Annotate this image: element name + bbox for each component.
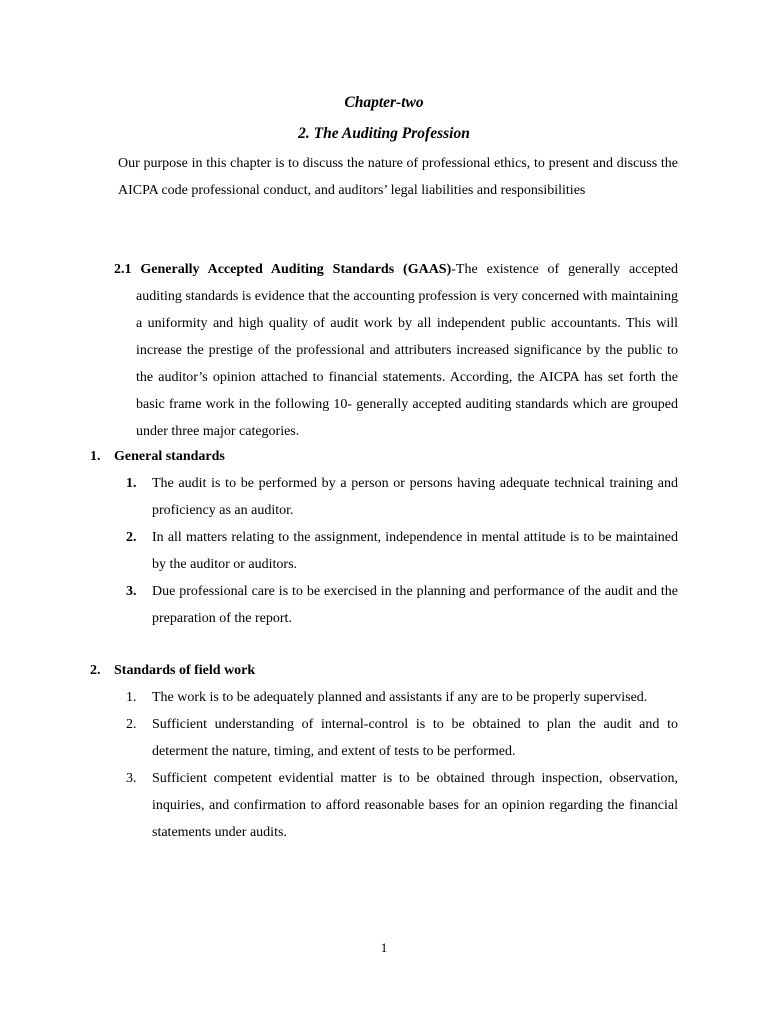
list-item: [126, 711, 678, 765]
list-marker: 2.: [126, 530, 137, 545]
gaas-paragraph: [114, 256, 678, 445]
gaas-heading: 2.1 Generally Accepted Auditing Standards (GAAS): [114, 262, 452, 277]
list-item-text: The work is to be adequately planned and assistants if any are to be properly supervised.: [152, 690, 648, 705]
general-standards-list: [126, 470, 678, 632]
section-heading-general-standards: [90, 443, 225, 470]
section-number: 2.: [90, 663, 101, 678]
list-marker: 3.: [126, 584, 137, 599]
page-number: 1: [380, 940, 388, 955]
list-marker: 1.: [126, 476, 137, 491]
list-item-text: Sufficient understanding of internal-control is to be obtained to plan the audit and to determent the nature, timing, and extent of tests to be performed.: [152, 717, 678, 759]
list-item-text: The audit is to be performed by a person or persons having adequate technical training and proficiency as an auditor.: [152, 476, 678, 518]
list-item: [126, 684, 678, 711]
list-marker: 3.: [126, 771, 137, 786]
field-work-list: [126, 684, 678, 846]
list-marker: 2.: [126, 717, 137, 732]
section-heading-field-work: [90, 657, 255, 684]
section-title: Standards of field work: [114, 663, 256, 678]
list-item: [126, 578, 678, 632]
list-item-text: Sufficient competent evidential matter is to be obtained through inspection, observation, inquiries, and confirmation to afford reasonable bases for an opinion regarding the financial statements under audits.: [152, 771, 678, 840]
list-item: [126, 765, 678, 846]
chapter-label: Chapter-two: [344, 94, 424, 111]
intro-paragraph: Our purpose in this chapter is to discuss the nature of professional ethics, to present and discuss the AICPA code professional conduct, and auditors’ legal liabilities and responsibilities: [118, 156, 678, 198]
list-item: [126, 524, 678, 578]
section-number: 1.: [90, 449, 101, 464]
list-item: [126, 470, 678, 524]
list-item-text: Due professional care is to be exercised in the planning and performance of the audit and the preparation of the report.: [152, 584, 678, 626]
list-item-text: In all matters relating to the assignment, independence in mental attitude is to be maintained by the auditor or auditors.: [152, 530, 678, 572]
section-title: General standards: [114, 449, 225, 464]
gaas-text: -The existence of generally accepted auditing standards is evidence that the accounting profession is very concerned with maintaining a uniformity and high quality of audit work by all independent public accountants. This will increase the prestige of the professional and attributers increased significance by the public to the auditor’s opinion attached to financial statements. According, the AICPA has set forth the basic frame work in the following 10- generally accepted auditing standards which are grouped under three major categories.: [136, 262, 679, 439]
chapter-title: 2. The Auditing Profession: [298, 125, 470, 142]
list-marker: 1.: [126, 690, 137, 705]
